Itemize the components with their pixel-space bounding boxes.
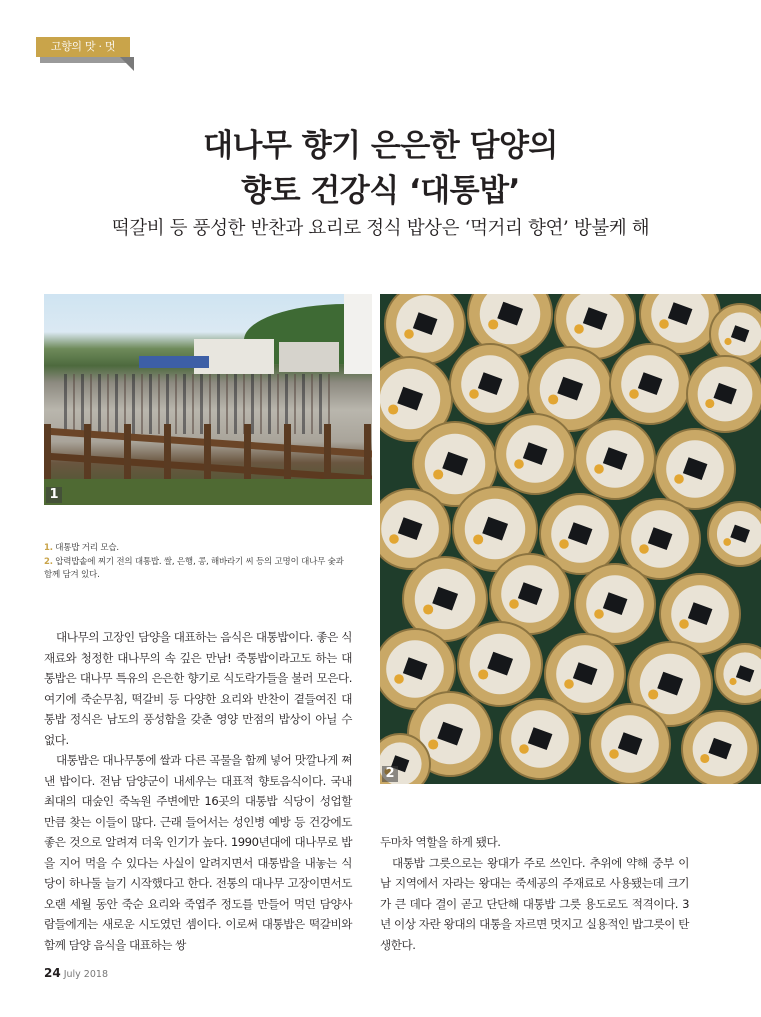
section-tag: 고향의 맛 · 멋 [36, 37, 130, 57]
ginkgo-nut [404, 329, 414, 339]
article-title-line2: 향토 건강식 ‘대통밥’ [241, 173, 520, 209]
ginkgo-nut [705, 399, 714, 408]
ginkgo-nut [679, 619, 689, 629]
ginkgo-nut [724, 338, 731, 345]
photo-captions [44, 542, 344, 583]
ginkgo-nut [509, 599, 519, 609]
ginkgo-nut [674, 474, 684, 484]
ginkgo-nut [700, 754, 709, 763]
caption-2: 2. 압력밥솥에 찌기 전의 대통밥. 쌀, 은행, 콩, 해바라기 씨 등의 고명이 대나무 숯과 함께 담겨 있다. [44, 556, 344, 580]
ginkgo-nut [574, 324, 584, 334]
section-tag-fold [120, 57, 134, 71]
ginkgo-nut [478, 669, 488, 679]
page-number: 24 [44, 966, 61, 980]
photo-number-2: 2 [382, 766, 398, 782]
ginkgo-nut [519, 744, 529, 754]
ginkgo-nut [559, 539, 569, 549]
photo-bamboo-rice [380, 294, 761, 784]
ginkgo-nut [629, 389, 639, 399]
ginkgo-nut [639, 544, 649, 554]
paragraph: 대통밥 그릇으로는 왕대가 주로 쓰인다. 추위에 약해 중부 이남 지역에서 자라는 왕대는 죽세공의 주재료로 사용됐는데 크기가 큰 데다 결이 곧고 단단해 대통밥 그릇 용도로도 적격이다. 3년 이상 자란 왕대의 대통을 자르면 멋지고 실용적인 밥그릇이 탄생한다. [380, 855, 689, 952]
ginkgo-nut [488, 319, 498, 329]
ginkgo-nut [388, 404, 398, 414]
article-subtitle: 떡갈비 등 풍성한 반찬과 요리로 정식 밥상은 ‘먹거리 향연’ 방불케 해 [111, 218, 650, 239]
ginkgo-nut [548, 394, 558, 404]
ginkgo-nut [389, 534, 399, 544]
ginkgo-nut [594, 609, 604, 619]
page-folio [44, 966, 108, 980]
ginkgo-nut [609, 749, 619, 759]
paragraph: 대통밥은 대나무통에 쌀과 다른 곡물을 함께 넣어 맛깔나게 쪄낸 밥이다. 전남 담양군이 내세우는 대표적 향토음식이다. 국내 최대의 대숲인 죽녹원 주변에만 16곳의 대통밥 식당이 성업할 만큼 찾는 이들이 많다. 근래 들어서는 성인병 예방 등 건강에도 좋은 것으로 알려져 더욱 인기가 높다. 1990년대에 대나무로 밥을 지어 먹을 수 있다는 사실이 알려지면서 대통밥을 내놓는 식당이 하나둘 늘기 시작했다고 한다. 전통의 대나무 고장이면서도 오랜 세월 동안 죽순 요리와 죽엽주 정도를 만들어 먹던 담양사람들에게는 새로운 시도였던 셈이다. 이로써 대통밥은 떡갈비와 함께 담양 음식을 대표하는 쌍 [44, 753, 352, 952]
caption-1: 1. 대통밥 거리 모습. [44, 543, 119, 553]
paragraph: 대나무의 고장인 담양을 대표하는 음식은 대통밥이다. 좋은 식재료와 청정한 대나무의 속 깊은 만남! 죽통밥이라고도 하는 대통밥은 대나무 특유의 은은한 향기로 식도락가들을 불러 모은다. 여기에 죽순무침, 떡갈비 등 다양한 요리와 반찬이 곁들여진 대통밥 정식은 남도의 풍성함을 갖춘 영양 만점의 밥상이 아닐 수 없다. [44, 630, 352, 747]
photo-number-1: 1 [46, 487, 62, 503]
ginkgo-nut [514, 459, 524, 469]
ginkgo-nut [428, 739, 438, 749]
article-title-line1: 대나무 향기 은은한 담양의 [203, 128, 558, 164]
ginkgo-nut [594, 464, 604, 474]
issue-date: July 2018 [63, 969, 108, 980]
bamboo-tubes-illustration [380, 294, 761, 784]
ginkgo-nut [469, 389, 479, 399]
body-column-2 [380, 832, 689, 955]
ginkgo-nut [473, 534, 483, 544]
ginkgo-nut [723, 538, 731, 546]
ginkgo-nut [659, 319, 669, 329]
ginkgo-nut [564, 679, 574, 689]
ginkgo-nut [648, 689, 658, 699]
ginkgo-nut [423, 604, 433, 614]
body-column-1 [44, 627, 352, 955]
ginkgo-nut [433, 469, 443, 479]
ginkgo-nut [729, 678, 736, 685]
ginkgo-nut [394, 674, 404, 684]
paragraph-continued: 두마차 역할을 하게 됐다. [380, 835, 501, 849]
photo-street-scene [44, 294, 372, 505]
